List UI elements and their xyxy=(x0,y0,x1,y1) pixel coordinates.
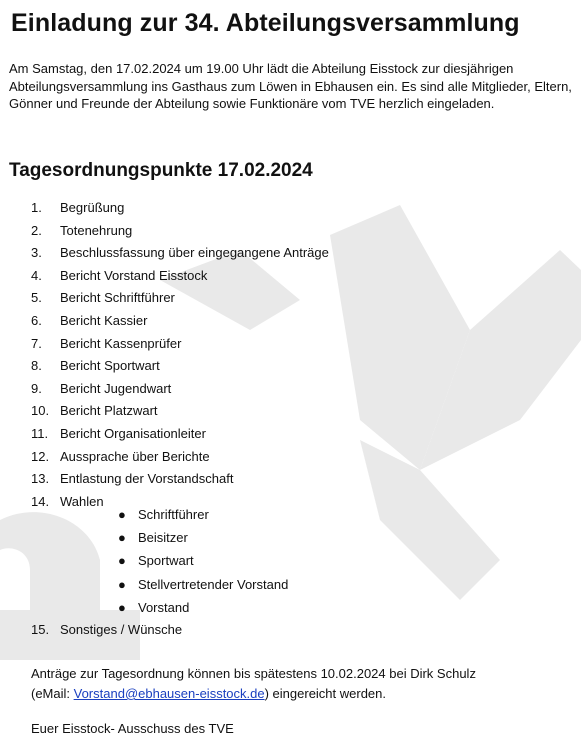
agenda-item-number: 1. xyxy=(31,200,42,215)
page-title: Einladung zur 34. Abteilungsversammlung xyxy=(11,9,520,37)
agenda-item-label: Wahlen xyxy=(60,493,104,509)
wahlen-item-label: Beisitzer xyxy=(138,530,188,546)
wahlen-item xyxy=(118,576,288,599)
agenda-item xyxy=(31,199,329,222)
agenda-item-number: 11. xyxy=(31,425,49,441)
agenda-item-number: 10. xyxy=(31,403,50,419)
agenda-item xyxy=(31,357,329,380)
agenda-item xyxy=(31,222,329,245)
bullet-icon: ● xyxy=(118,530,126,546)
wahlen-item-label: Vorstand xyxy=(138,599,190,615)
agenda-item-number: 14. xyxy=(31,493,50,509)
agenda-item-label: Aussprache über Berichte xyxy=(60,448,210,464)
agenda-item xyxy=(31,425,329,448)
notice-prefix: (eMail: xyxy=(31,686,74,701)
agenda-item-number: 9. xyxy=(31,380,42,396)
agenda-item xyxy=(31,335,329,358)
agenda-item-number: 13. xyxy=(31,471,50,487)
email-link[interactable]: Vorstand@ebhausen-eisstock.de xyxy=(73,686,265,701)
agenda-item-number: 15. xyxy=(31,622,50,637)
agenda-item xyxy=(31,312,329,335)
agenda-item-number: 4. xyxy=(31,267,42,283)
agenda-item-label: Bericht Vorstand Eisstock xyxy=(60,267,208,283)
wahlen-item xyxy=(118,506,288,529)
agenda-item xyxy=(31,402,329,425)
intro-paragraph: Am Samstag, den 17.02.2024 um 19.00 Uhr lädt die Abteilung Eisstock zur diesjährigen Abteilungsversammlung ins Gasthaus zum Löwen in Ebhausen ein. Es sind alle Mitglieder, Eltern, Gönner und Freunde der Abteilung sowie Funktionäre vom TVE herzlich eingeladen. xyxy=(9,61,572,112)
agenda-item xyxy=(31,244,329,267)
signoff: Euer Eisstock- Ausschuss des TVE xyxy=(31,721,234,736)
agenda-item xyxy=(31,622,182,637)
agenda-item-label: Bericht Jugendwart xyxy=(60,380,172,396)
wahlen-item xyxy=(118,599,288,622)
wahlen-item xyxy=(118,529,288,552)
agenda-item-label: Bericht Organisationleiter xyxy=(60,425,206,441)
wahlen-item-label: Sportwart xyxy=(138,553,194,569)
agenda-item-number: 2. xyxy=(31,222,42,238)
agenda-item xyxy=(31,470,329,493)
notice-suffix: ) eingereicht werden. xyxy=(264,686,387,701)
notice-text: Anträge zur Tagesordnung können bis spätestens 10.02.2024 bei Dirk Schulz xyxy=(31,666,476,681)
agenda-item-number: 7. xyxy=(31,335,42,351)
agenda-item-label: Beschlussfassung über eingegangene Anträge xyxy=(60,245,329,261)
agenda-heading: Tagesordnungspunkte 17.02.2024 xyxy=(9,160,313,181)
agenda-list xyxy=(31,199,329,515)
agenda-item-number: 5. xyxy=(31,290,42,306)
agenda-item-label: Entlastung der Vorstandschaft xyxy=(60,471,234,487)
agenda-item-label: Sonstiges / Wünsche xyxy=(60,622,183,637)
agenda-item-label: Bericht Sportwart xyxy=(60,358,160,374)
agenda-item-label: Bericht Platzwart xyxy=(60,403,158,419)
agenda-item-number: 8. xyxy=(31,358,42,374)
wahlen-item xyxy=(118,552,288,575)
agenda-item-label: Bericht Kassier xyxy=(60,312,148,328)
bullet-icon: ● xyxy=(118,507,126,522)
agenda-item xyxy=(31,448,329,471)
bullet-icon: ● xyxy=(118,576,126,592)
agenda-item xyxy=(31,380,329,403)
bullet-icon: ● xyxy=(118,599,126,615)
agenda-item-label: Totenehrung xyxy=(60,222,133,238)
wahlen-sublist xyxy=(118,506,288,622)
agenda-item-label: Bericht Kassenprüfer xyxy=(60,335,182,351)
wahlen-item-label: Schriftführer xyxy=(138,507,209,522)
agenda-item xyxy=(31,267,329,290)
bullet-icon: ● xyxy=(118,553,126,569)
submission-notice xyxy=(31,664,571,704)
agenda-item-label: Begrüßung xyxy=(60,200,125,215)
agenda-item xyxy=(31,289,329,312)
wahlen-item-label: Stellvertretender Vorstand xyxy=(138,576,289,592)
agenda-item-number: 12. xyxy=(31,448,50,464)
agenda-item-number: 6. xyxy=(31,312,42,328)
agenda-item-number: 3. xyxy=(31,245,42,261)
agenda-item-label: Bericht Schriftführer xyxy=(60,290,175,306)
